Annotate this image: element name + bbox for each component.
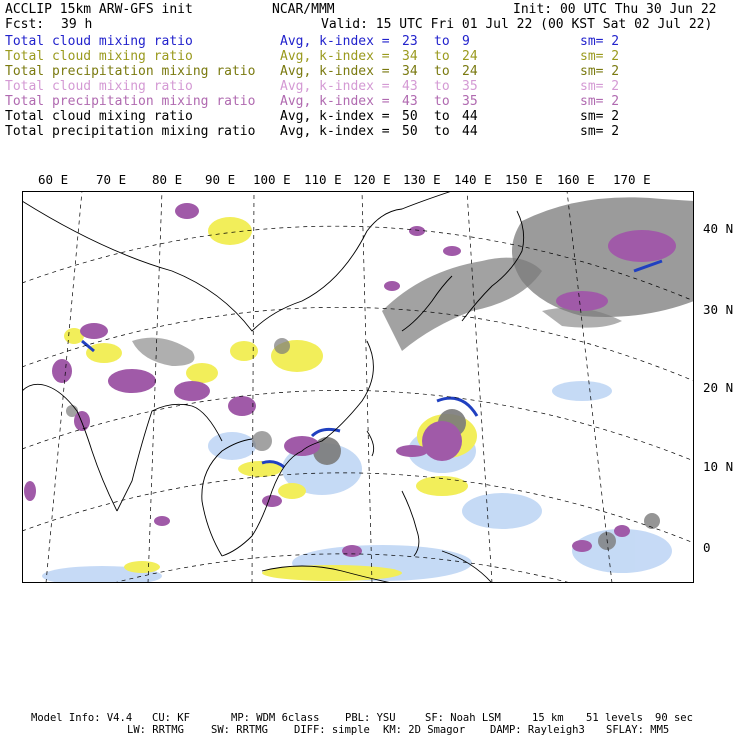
field-name: Total cloud mixing ratio: [5, 79, 193, 94]
lon-label: 170 E: [613, 172, 651, 187]
smoothing-label: sm= 2: [580, 49, 620, 64]
lon-label: 140 E: [454, 172, 492, 187]
k-index-start: 43: [402, 94, 418, 109]
lat-label: 10 N: [703, 459, 734, 474]
lon-label: 130 E: [403, 172, 441, 187]
k-index-start: 34: [402, 49, 418, 64]
field-name: Total cloud mixing ratio: [5, 109, 193, 124]
footer-timestep: 90 sec: [655, 712, 693, 724]
lon-label: 150 E: [505, 172, 543, 187]
footer-mp: MP: WDM 6class: [231, 712, 320, 724]
field-name: Total precipitation mixing ratio: [5, 94, 256, 109]
avg-label: Avg, k-index =: [280, 34, 390, 49]
k-index-start: 34: [402, 64, 418, 79]
footer-lw: LW: RRTMG: [127, 724, 184, 736]
k-index-end: 35: [462, 79, 478, 94]
field-name: Total precipitation mixing ratio: [5, 124, 256, 139]
k-index-end: 44: [462, 124, 478, 139]
lon-label: 70 E: [96, 172, 127, 187]
lon-label: 60 E: [38, 172, 69, 187]
footer-km: KM: 2D Smagor: [383, 724, 466, 736]
k-index-end: 24: [462, 49, 478, 64]
footer-sf: SF: Noah LSM: [425, 712, 501, 724]
footer-damp: DAMP: Rayleigh3: [490, 724, 585, 736]
footer-pbl: PBL: YSU: [345, 712, 396, 724]
footer-resolution: 15 km: [532, 712, 564, 724]
footer-cu: CU: KF: [152, 712, 190, 724]
lat-label: 40 N: [703, 221, 734, 236]
smoothing-label: sm= 2: [580, 79, 620, 94]
footer-diff: DIFF: simple: [294, 724, 370, 736]
footer-model-info: Model Info: V4.4: [31, 712, 133, 724]
avg-label: Avg, k-index =: [280, 109, 390, 124]
k-index-end: 35: [462, 94, 478, 109]
to-label: to: [434, 34, 450, 49]
smoothing-label: sm= 2: [580, 124, 620, 139]
lat-label: 20 N: [703, 380, 734, 395]
avg-label: Avg, k-index =: [280, 64, 390, 79]
init-time: Init: 00 UTC Thu 30 Jun 22: [513, 2, 717, 17]
valid-time: Valid: 15 UTC Fri 01 Jul 22 (00 KST Sat 02 Jul 22): [321, 17, 713, 32]
field-name: Total cloud mixing ratio: [5, 34, 193, 49]
k-index-end: 24: [462, 64, 478, 79]
to-label: to: [434, 49, 450, 64]
avg-label: Avg, k-index =: [280, 94, 390, 109]
footer-sflay: SFLAY: MM5: [606, 724, 670, 736]
to-label: to: [434, 64, 450, 79]
avg-label: Avg, k-index =: [280, 124, 390, 139]
field-name: Total cloud mixing ratio: [5, 49, 193, 64]
smoothing-label: sm= 2: [580, 64, 620, 79]
org-label: NCAR/MMM: [272, 2, 335, 17]
model-title: ACCLIP 15km ARW-GFS init: [5, 2, 193, 17]
to-label: to: [434, 124, 450, 139]
k-index-start: 43: [402, 79, 418, 94]
field-name: Total precipitation mixing ratio: [5, 64, 256, 79]
lat-label: 0: [703, 540, 711, 555]
lon-label: 110 E: [304, 172, 342, 187]
to-label: to: [434, 109, 450, 124]
avg-label: Avg, k-index =: [280, 79, 390, 94]
k-index-start: 23: [402, 34, 418, 49]
smoothing-label: sm= 2: [580, 34, 620, 49]
smoothing-label: sm= 2: [580, 94, 620, 109]
lat-label: 30 N: [703, 302, 734, 317]
forecast-label: Fcst:: [5, 17, 45, 32]
lon-label: 120 E: [353, 172, 391, 187]
k-index-start: 50: [402, 109, 418, 124]
to-label: to: [434, 94, 450, 109]
forecast-hour: 39 h: [61, 17, 93, 32]
smoothing-label: sm= 2: [580, 109, 620, 124]
avg-label: Avg, k-index =: [280, 49, 390, 64]
lon-label: 90 E: [205, 172, 236, 187]
footer-levels: 51 levels: [586, 712, 643, 724]
forecast-map: [22, 191, 694, 583]
k-index-end: 9: [462, 34, 470, 49]
lon-label: 80 E: [152, 172, 183, 187]
footer-sw: SW: RRTMG: [211, 724, 268, 736]
k-index-end: 44: [462, 109, 478, 124]
to-label: to: [434, 79, 450, 94]
k-index-start: 50: [402, 124, 418, 139]
lon-label: 160 E: [557, 172, 595, 187]
lon-label: 100 E: [253, 172, 291, 187]
